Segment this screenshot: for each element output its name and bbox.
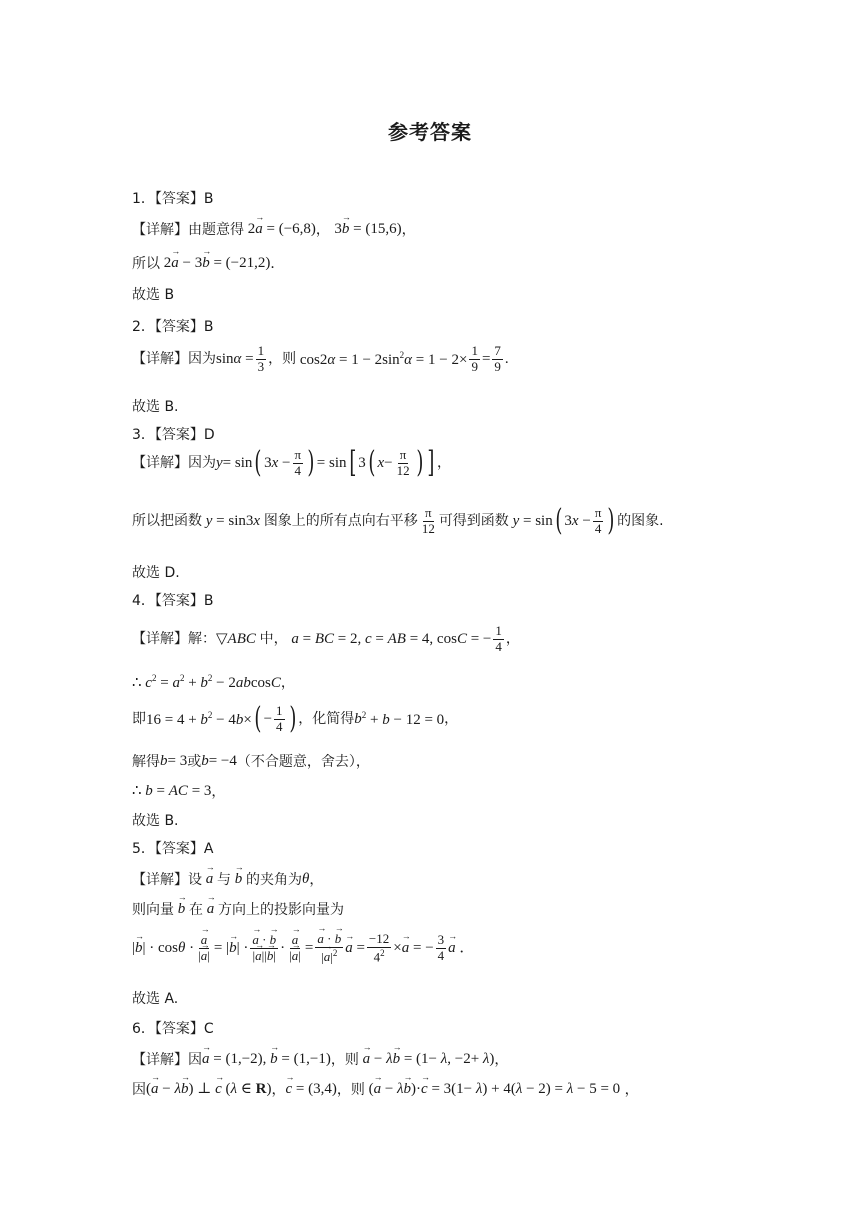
detail-1-line-3: 故选 B: [132, 287, 175, 303]
detail-1-line-2: 所以 2→ a − 3→ b = (−21,2) ．: [132, 256, 284, 271]
detail-4-line-4: 解得 b = 3 或 b = −4 （不合题意，舍去），: [132, 753, 370, 770]
detail-3-line-3: 故选 D.: [132, 565, 180, 581]
detail-1-line-1: 【详解】由题意得 2→ a = (−6,8) ， 3→ b = (15,6) ，: [132, 222, 416, 237]
detail-4-line-6: 故选 B.: [132, 813, 179, 829]
detail-2-line-2: 故选 B.: [132, 399, 179, 415]
answer-5: 5．【答案】A: [132, 841, 214, 857]
detail-4-line-2: ∴ $c^2 = a^2 + b^2 - 2abcosC$ ，: [132, 673, 295, 691]
answer-3: 3．【答案】D: [132, 427, 215, 443]
answer-6: 6．【答案】C: [132, 1021, 214, 1037]
detail-4-line-1: 【详解】解： ▽ABC 中， a = BC = 2, c = AB = 4, cosC = − $\frac{1}{4}$ ，: [132, 623, 520, 654]
detail-4-line-5: ∴ b = AC = 3 ，: [132, 783, 226, 800]
detail-4-line-3: 即 $16 = 4 + b^2 - 4b\times$ ( − $\frac{1}{4}$ ) ，化简得 b $^2$ + b − 12 = 0 ，: [132, 701, 459, 737]
detail-5-line-2: 则向量 → b 在 → a 方向上的投影向量为: [132, 902, 344, 917]
detail-5-line-3: |→ b| · cosθ · → $\frac{a}{|\to a|}$ = |→ b| · → $\frac{a \cdot \to b}{|\to a||\to b|}$ · → $\frac{a}{|\to a|}$ = → $\frac{a \cdot \to b}{|\to a|^2}$ → a = $\frac{-12}{4^2}$ ×→ a = − $\frac{3}{4}$ → a ．: [132, 932, 474, 965]
page-title: 参考答案: [388, 120, 472, 144]
detail-2-line-1: 【详解】因为 sinα = $\frac{1}{3}$ ，则 $\cos 2\alpha = 1 - 2\sin^2\alpha = 1 - 2\times$ $\frac{1}{9}$ = $\frac{7}{9}$ .: [132, 343, 509, 374]
detail-6-line-2: 因 (→ a − λ→ b) ⊥ → c (λ ∈ R) ， → c = (3,4) ，则 (→ a − λ→ b)·→ c = 3(1− λ) + 4(λ − 2) = λ − 5 = 0 ，: [132, 1082, 639, 1097]
answer-1: 1．【答案】B: [132, 191, 214, 207]
detail-3-line-1: 【详解】因为 y = sin ( 3x − $\frac{\pi}{4}$ ) = sin [ 3 ( x − $\frac{\pi}{12}$ ) ] ，: [132, 445, 452, 481]
detail-5-line-4: 故选 A.: [132, 991, 179, 1007]
detail-3-line-2: 所以把函数 y = sin3x 图象上的所有点向右平移 $\frac{\pi}{12}$ 可得到函数 y = sin ( 3x − $\frac{\pi}{4}$ ) 的图象.: [132, 503, 664, 539]
detail-5-line-1: 【详解】设 → a 与 → b 的夹角为 θ ，: [132, 872, 323, 887]
answer-4: 4．【答案】B: [132, 593, 214, 609]
answer-2: 2．【答案】B: [132, 319, 214, 335]
detail-6-line-1: 【详解】因 → a = (1,−2), → b = (1,−1) ，则 → a − λ→ b = (1− λ, −2+ λ) ，: [132, 1052, 508, 1067]
